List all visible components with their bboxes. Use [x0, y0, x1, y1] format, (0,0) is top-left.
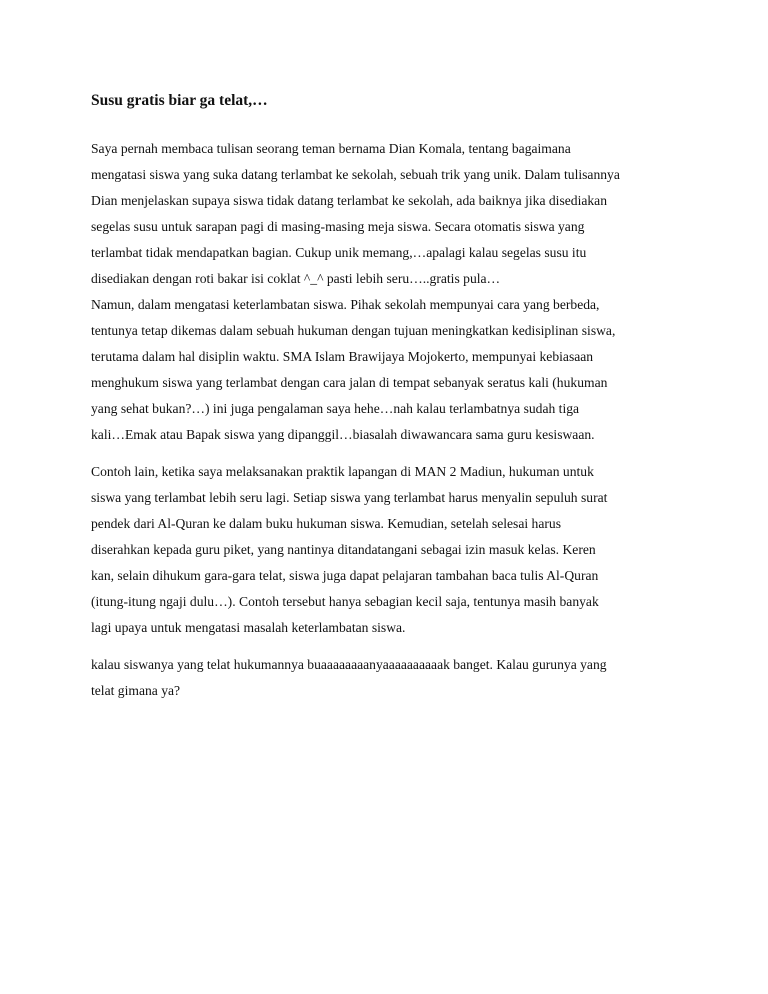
text-line: diserahkan kepada guru piket, yang nantinya ditandatangani sebagai izin masuk kelas. Keren [91, 542, 596, 557]
text-line: Namun, dalam mengatasi keterlambatan siswa. Pihak sekolah mempunyai cara yang berbeda, [91, 297, 600, 312]
document-content [91, 88, 681, 715]
text-line: mengatasi siswa yang suka datang terlambat ke sekolah, sebuah trik yang unik. Dalam tulisannya [91, 167, 620, 182]
text-line: siswa yang terlambat lebih seru lagi. Setiap siswa yang terlambat harus menyalin sepuluh surat [91, 490, 608, 505]
text-line: pendek dari Al-Quran ke dalam buku hukuman siswa. Kemudian, setelah selesai harus [91, 516, 561, 531]
text-line: terlambat tidak mendapatkan bagian. Cukup unik memang,…apalagi kalau segelas susu itu [91, 245, 587, 260]
text-line: tentunya tetap dikemas dalam sebuah hukuman dengan tujuan meningkatkan kedisiplinan siswa, [91, 323, 616, 338]
paragraph-3 [91, 652, 681, 704]
text-line: segelas susu untuk sarapan pagi di masing-masing meja siswa. Secara otomatis siswa yang [91, 219, 585, 234]
paragraph-1 [91, 136, 681, 448]
text-line: Saya pernah membaca tulisan seorang teman bernama Dian Komala, tentang bagaimana [91, 141, 571, 156]
text-line: (itung-itung ngaji dulu…). Contoh tersebut hanya sebagian kecil saja, tentunya masih banyak [91, 594, 599, 609]
text-line: lagi upaya untuk mengatasi masalah keterlambatan siswa. [91, 620, 406, 635]
text-line: kali…Emak atau Bapak siswa yang dipanggil…biasalah diwawancara sama guru kesiswaan. [91, 427, 595, 442]
text-line: Dian menjelaskan supaya siswa tidak datang terlambat ke sekolah, ada baiknya jika disediakan [91, 193, 608, 208]
document-title: Susu gratis biar ga telat,… [91, 92, 268, 109]
paragraph-2 [91, 459, 681, 641]
text-line: disediakan dengan roti bakar isi coklat ^_^ pasti lebih seru…..gratis pula… [91, 271, 501, 286]
text-line: Contoh lain, ketika saya melaksanakan praktik lapangan di MAN 2 Madiun, hukuman untuk [91, 464, 594, 479]
text-line: yang sehat bukan?…) ini juga pengalaman saya hehe…nah kalau terlambatnya sudah tiga [91, 401, 580, 416]
text-line: kalau siswanya yang telat hukumannya buaaaaaaaanyaaaaaaaaaak banget. Kalau gurunya yang [91, 657, 607, 672]
text-line: terutama dalam hal disiplin waktu. SMA Islam Brawijaya Mojokerto, mempunyai kebiasaan [91, 349, 594, 364]
text-line: menghukum siswa yang terlambat dengan cara jalan di tempat sebanyak seratus kali (hukuman [91, 375, 608, 390]
text-line: telat gimana ya? [91, 683, 181, 698]
text-line: kan, selain dihukum gara-gara telat, siswa juga dapat pelajaran tambahan baca tulis Al-Quran [91, 568, 599, 583]
